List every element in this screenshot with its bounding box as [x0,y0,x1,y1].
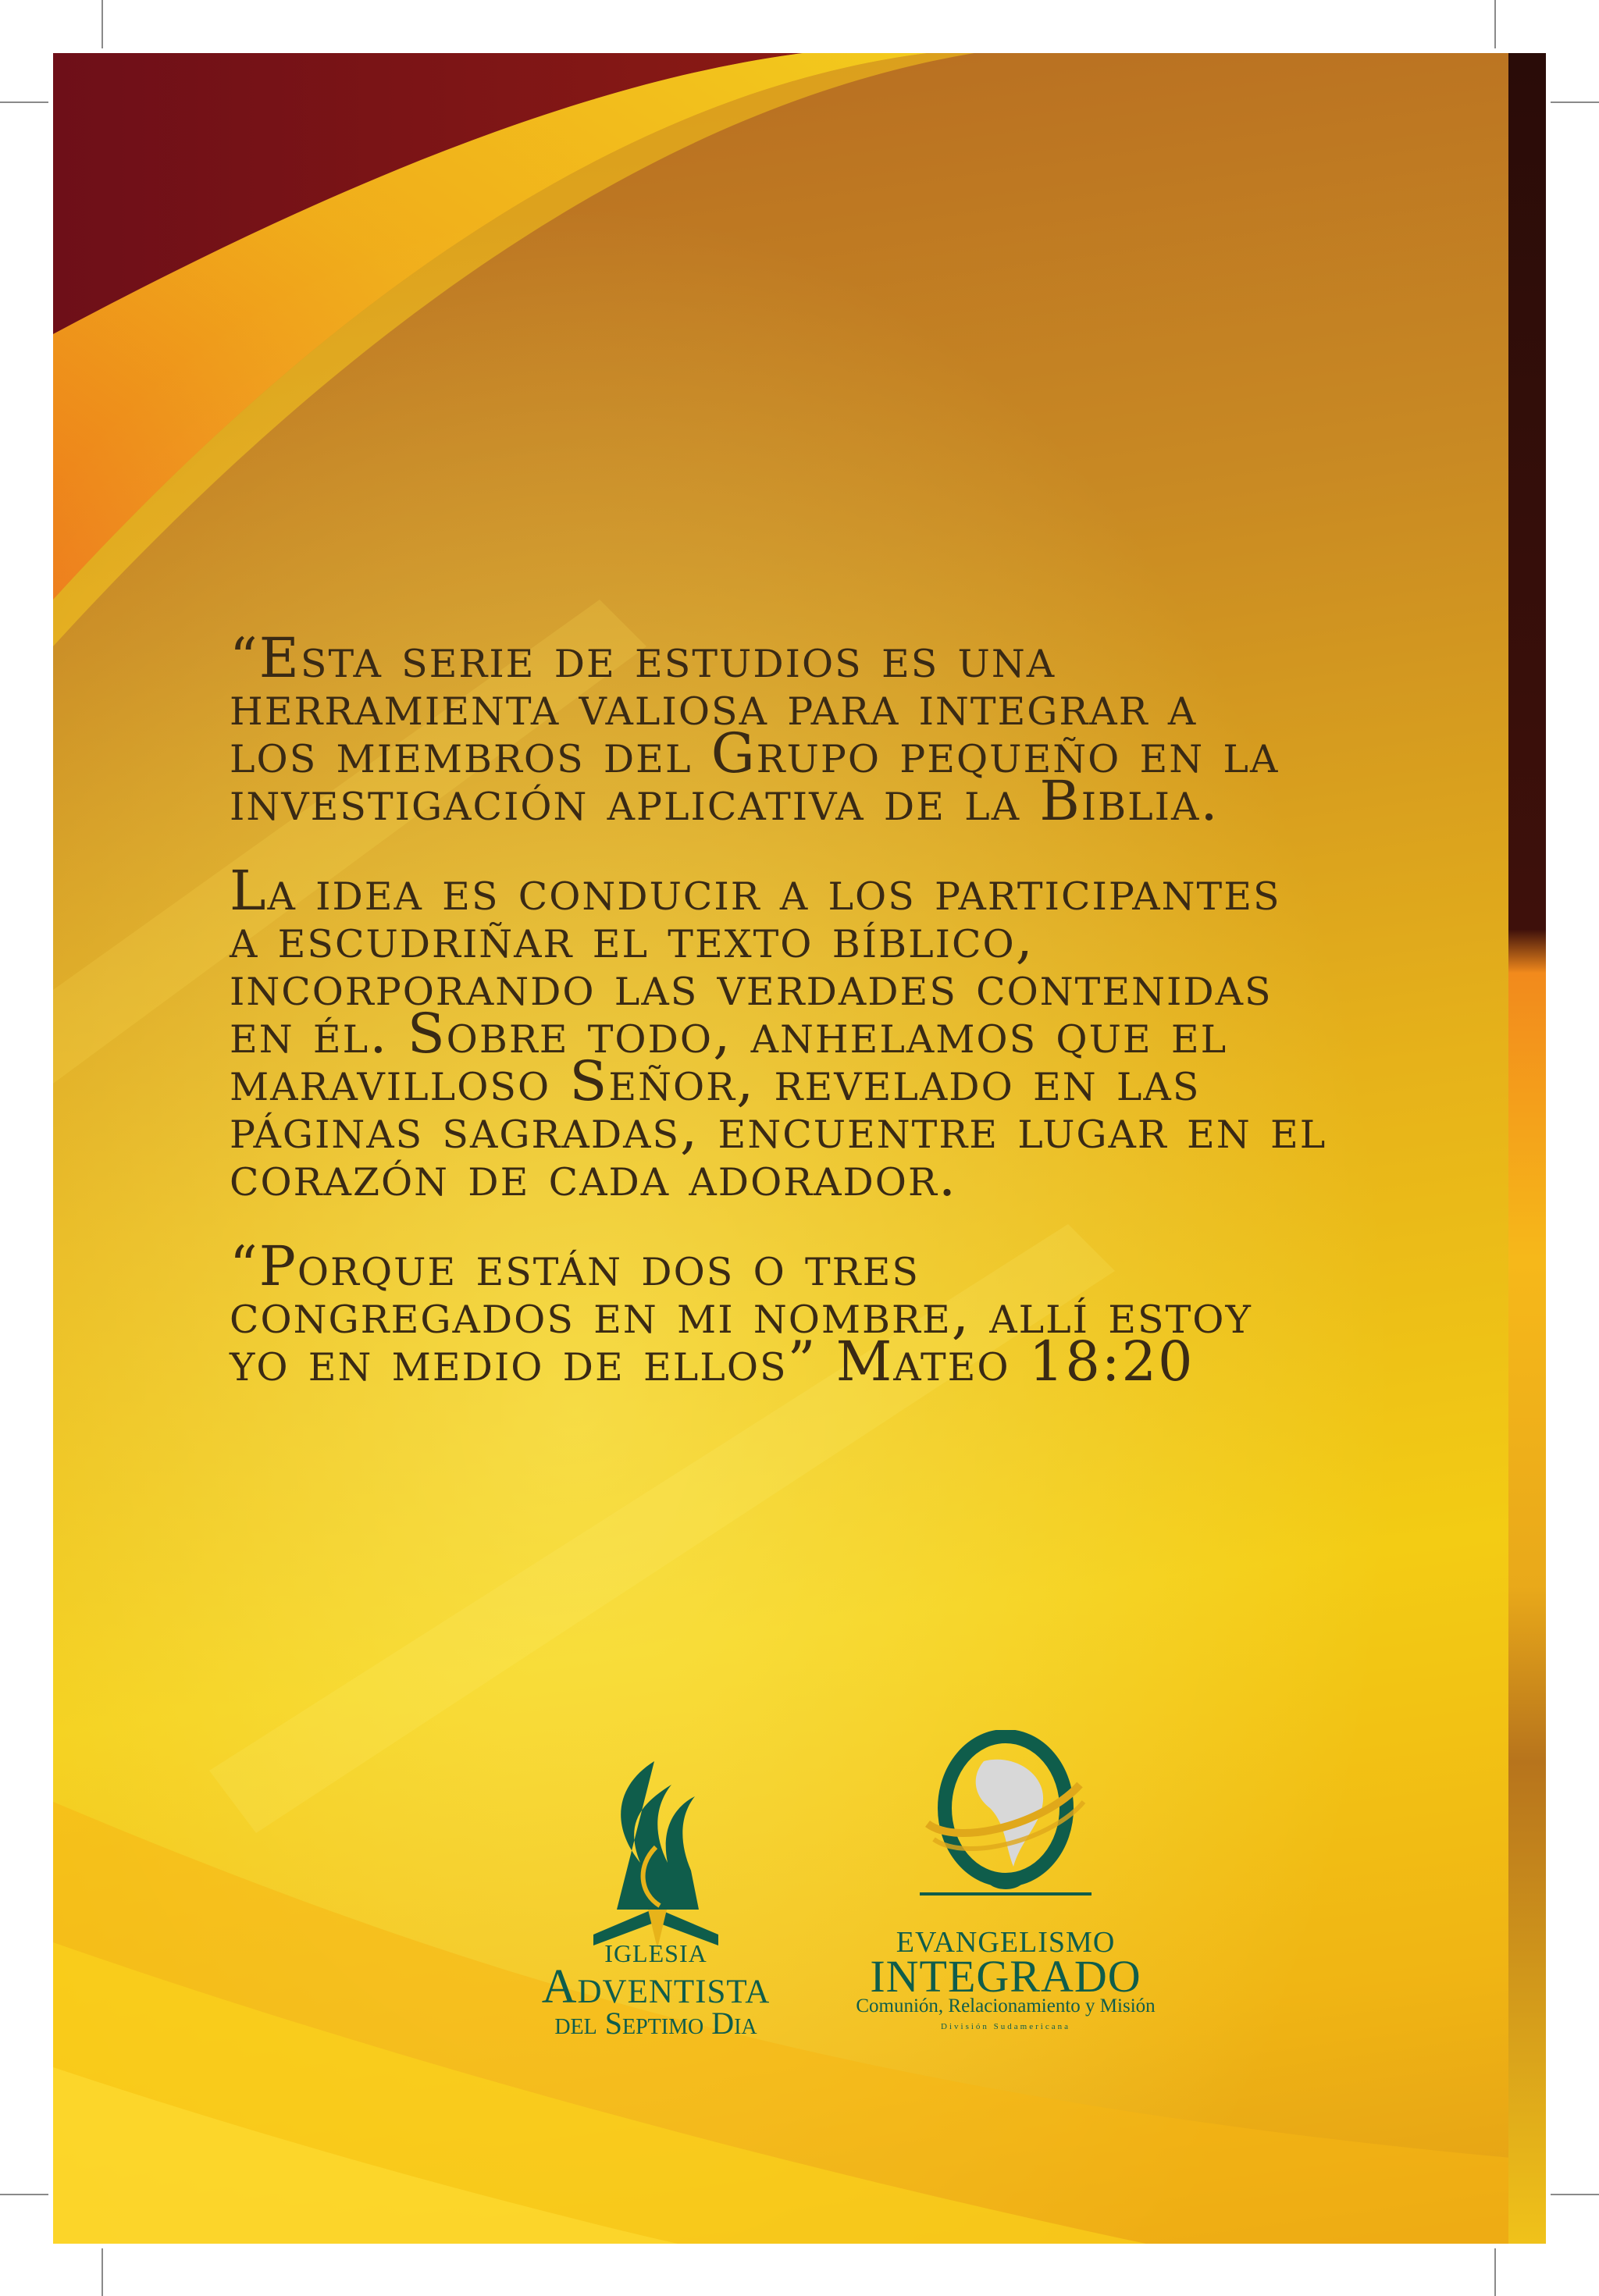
crop-mark-top-right-h [1551,101,1599,103]
back-cover-text [230,626,1448,1428]
logo-line-evangelismo: EVANGELISMO [896,1926,1116,1959]
crop-mark-top-left-h [0,101,48,103]
adventist-church-logo [500,1730,812,2042]
crop-mark-bottom-left-h [0,2194,48,2195]
crop-mark-top-left-v [101,0,103,48]
south-america-globe-icon [896,1730,1115,1925]
logo-line-division: División Sudamericana [941,2022,1070,2031]
paragraph-intro: “Esta serie de estudios es una herramienta valiosa para integrar a los miembros del Grupo pequeño en la investigación aplicativa de la Biblia. [230,626,1280,833]
paragraph-purpose: La idea es conducir a los participantes a escudriñar el texto bíblico, incorporando las verdades contenidas en él. Sobre todo, anhelamos que el maravilloso Señor, revelado en las páginas sagradas, encuentre lugar en el corazón de cada adorador. [230,859,1327,1209]
back-cover-page [53,53,1546,2244]
crop-mark-top-right-v [1494,0,1496,48]
crop-mark-bottom-left-v [101,2248,103,2296]
logo-line-integrado: INTEGRADO [870,1951,1141,2002]
logo-line-iglesia: IGLESIA [604,1939,707,1967]
paragraph-quote: “Porque están dos o tres congregados en mi nombre, allí estoy yo en medio de ellos” Mateo 18:20 [230,1234,1252,1394]
evangelismo-integrado-logo [834,1730,1177,2050]
crop-mark-bottom-right-h [1551,2194,1599,2195]
logo-line-tagline: Comunión, Relacionamiento y Misión [856,1995,1156,2017]
crop-mark-bottom-right-v [1494,2248,1496,2296]
flame-bible-icon [562,1730,750,1956]
logo-line-adventista: Adventista [541,1960,771,2013]
right-edge-strip [1508,53,1546,2244]
logo-line-septimo-dia: del Septimo Dia [554,2006,757,2041]
